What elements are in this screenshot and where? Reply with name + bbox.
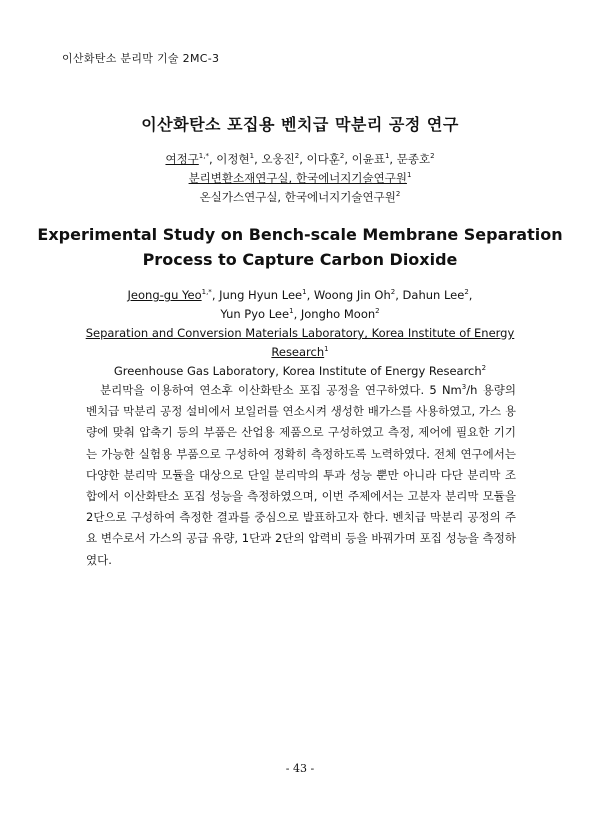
abstract-text-part-2: /h 용량의 벤치급 막분리 공정 설비에서 보일러를 연소시켜 생성한 배가스를 사용하였고, 가스 용량에 맞춰 압축기 등의 부품은 산업용 제품으로 구성하였고 측정, 제어에 필요한 기기는 가능한 실험용 부품으로 구성하여 정확히 측정하도록 노력하였다. 전체 연구에서는 다양한 분리막 모듈을 대상으로 단일 분리막의 투과 성능 뿐만 아니라 다단 분리막 조합에서 이산화탄소 포집 성능을 측정하였으며, 이번 주제에서는 고분자 분리막 모듈을 2단으로 구성하여 측정한 결과를 중심으로 발표하고자 한다. 벤치급 막분리 공정의 주요 변수로서 가스의 공급 유량, 1단과 2단의 압력비 등을 바꿔가며 포집 성능을 측정하였다.: [86, 383, 516, 567]
korean-affiliation-2-mark: 2: [395, 190, 401, 199]
english-title-line-2: Process to Capture Carbon Dioxide: [142, 250, 458, 269]
english-author-name: Dahun Lee: [402, 288, 465, 302]
korean-affiliation-2-text: 온실가스연구실, 한국에너지기술연구원: [199, 190, 396, 204]
english-author-list-2: Yun Pyo Lee$^1$, Jongho Moon$^2$: [220, 307, 380, 321]
english-author-mark: 2: [390, 288, 396, 297]
korean-author-mark: 1: [384, 152, 390, 161]
english-affiliation-1-line-1: Separation and Conversion Materials Laboratory, Korea Institute of Energy: [85, 326, 515, 340]
korean-author-name: 문종호: [396, 152, 431, 166]
english-author-mark: 2: [375, 307, 380, 316]
english-title: [0, 222, 600, 272]
english-affiliation-2: [0, 362, 600, 381]
abstract-text-part-1: 분리막을 이용하여 연소후 이산화탄소 포집 공정을 연구하였다. 5 Nm: [100, 383, 462, 397]
english-author-list-1: Jeong-gu Yeo$^{1,*}$, Jung Hyun Lee$^1$, Woong Jin Oh$^2$, Dahun Lee$^2$,: [127, 288, 473, 302]
korean-author-name: 오웅진: [261, 152, 295, 166]
english-author-name: Yun Pyo Lee: [220, 307, 290, 321]
english-author-name: Jung Hyun Lee: [219, 288, 303, 302]
korean-affiliation-1: [0, 169, 600, 188]
english-affiliation-1-line-2-text: Research: [271, 345, 325, 359]
english-author-mark: 1: [289, 307, 294, 316]
english-author-mark: 2: [464, 288, 469, 297]
korean-author-list: 여정구$^{1,*}$, 이정현$^1$, 오웅진$^2$, 이다훈$^2$, 이윤표$^1$, 문종호$^2$: [165, 152, 435, 166]
english-author-name: Woong Jin Oh: [313, 288, 391, 302]
english-affiliation-1-mark: 1: [324, 345, 329, 354]
korean-title: 이산화탄소 포집용 벤치급 막분리 공정 연구: [141, 115, 459, 134]
korean-affiliation-1-text: 분리변환소재연구실, 한국에너지기술연구원: [188, 171, 407, 185]
korean-affiliation-1-mark: 1: [406, 171, 412, 180]
korean-author-mark: 1,*: [198, 152, 209, 161]
english-affiliation-2-mark: 2: [481, 364, 487, 373]
korean-author-name: 이정현: [216, 152, 250, 166]
korean-author-name: 여정구: [165, 152, 199, 166]
korean-author-name: 이다훈: [306, 152, 340, 166]
running-header: 이산화탄소 분리막 기술 2MC-3: [62, 52, 220, 65]
abstract-body: [86, 380, 516, 571]
korean-affiliation-2: [0, 188, 600, 207]
english-title-line-1: Experimental Study on Bench-scale Membrane Separation: [37, 225, 563, 244]
korean-author-mark: 1: [249, 152, 255, 161]
english-author-name: Jongho Moon: [300, 307, 376, 321]
korean-author-mark: 2: [339, 152, 345, 161]
english-affiliation-2-text: Greenhouse Gas Laboratory, Korea Institute of Energy Research: [113, 364, 482, 378]
abstract-unit-superscript: 3: [461, 383, 467, 392]
korean-author-mark: 2: [430, 152, 435, 161]
english-author-mark: 1: [302, 288, 307, 297]
english-author-block: [0, 286, 600, 381]
english-author-mark: 1,*: [201, 288, 212, 297]
english-author-name: Jeong-gu Yeo: [127, 288, 202, 302]
korean-author-name: 이윤표: [351, 152, 385, 166]
korean-author-block: [0, 150, 600, 207]
korean-author-mark: 2: [294, 152, 300, 161]
abstract-paragraph: [86, 380, 516, 571]
page-number: - 43 -: [285, 762, 315, 775]
english-affiliation-1-line-2: [0, 343, 600, 362]
